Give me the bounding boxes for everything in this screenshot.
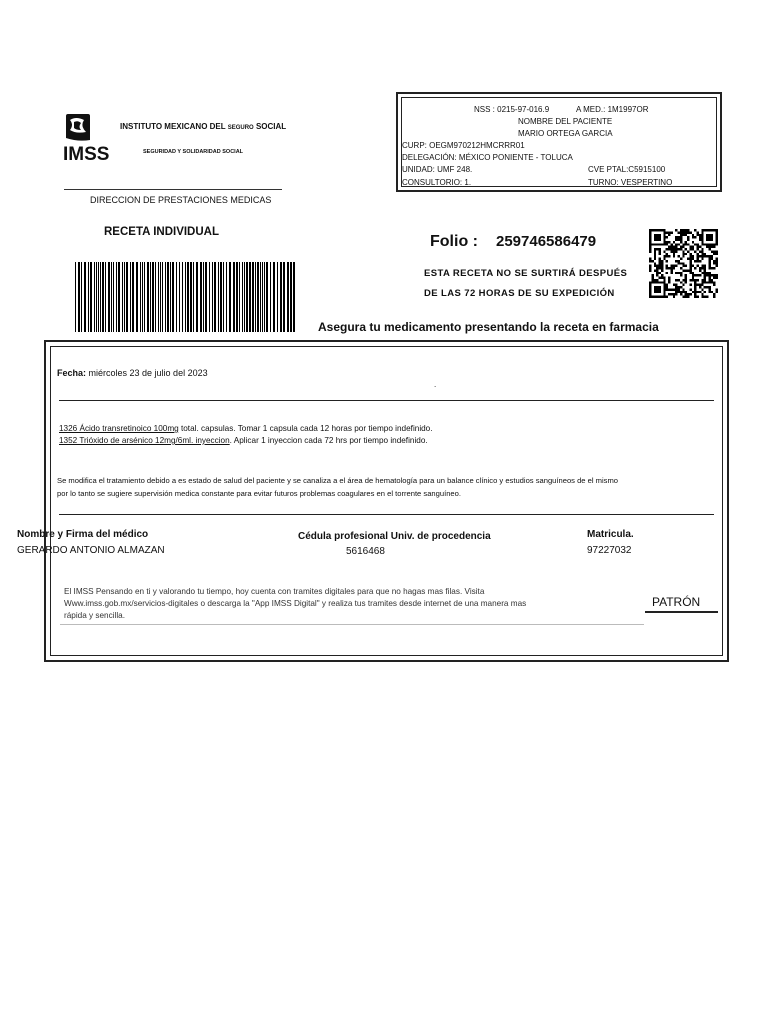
doctor-label: Nombre y Firma del médico [17,529,149,540]
patient-cve-ptal: CVE PTAL:C5915100 [588,165,666,174]
medication-item: 1352 Trióxido de arsénico 12mg/6ml. inyeccion. Aplicar 1 inyeccion cada 72 hrs por tiempo indefinido. [59,436,428,445]
patient-nss: NSS : 0215-97-016.9 [474,105,550,114]
institution-name: INSTITUTO MEXICANO DEL SEGURO SOCIAL [120,122,287,131]
separator-dot: . [434,380,437,389]
matricula-value: 97227032 [587,545,632,556]
folio-label: Folio : [430,233,478,250]
digital-services-line-2: Www.imss.gob.mx/servicios-digitales o descarga la "App IMSS Digital" y realiza tus tramites desde internet de una manera mas [64,599,527,608]
digital-services-divider [60,624,644,625]
document-type-title: RECETA INDIVIDUAL [104,226,219,238]
patient-amed: A MED.: 1M1997OR [576,105,649,114]
prescription-frame [44,340,729,662]
patient-name-label: NOMBRE DEL PACIENTE [518,117,613,126]
expiry-warning-line-1: ESTA RECETA NO SE SURTIRÁ DESPUÉS [424,268,628,279]
date-divider [59,400,714,401]
institution-motto: SEGURIDAD Y SOLIDARIDAD SOCIAL [143,149,244,155]
digital-services-line-3: rápida y sencilla. [64,611,125,620]
patron-underline [645,611,718,613]
pharmacy-notice: Asegura tu medicamento presentando la receta en farmacia [318,320,659,334]
cedula-label: Cédula profesional Univ. de procedencia [298,531,491,542]
cedula-value: 5616468 [346,546,385,557]
svg-text:IMSS: IMSS [63,144,110,164]
patient-turno: TURNO: VESPERTINO [588,178,673,187]
barcode-icon [75,262,296,332]
patient-info-box [396,92,722,192]
observation-divider [59,514,714,515]
patient-name: MARIO ORTEGA GARCIA [518,129,613,138]
observation-line: por lo tanto se sugiere supervisión medica constante para evitar futuros problemas coagulares en el torrente sanguíneo. [57,489,461,498]
department-name: DIRECCION DE PRESTACIONES MEDICAS [90,195,272,205]
patient-delegacion: DELEGACIÓN: MÉXICO PONIENTE - TOLUCA [402,153,573,162]
medication-item: 1326 Ácido transretinoico 100mg total. capsulas. Tomar 1 capsula cada 12 horas por tiempo indefinido. [59,424,433,433]
patient-consultorio: CONSULTORIO: 1. [402,178,472,187]
matricula-label: Matricula. [587,529,634,540]
doctor-name: GERARDO ANTONIO ALMAZAN [17,545,165,556]
prescription-date: Fecha: miércoles 23 de julio del 2023 [57,368,208,378]
patient-curp: CURP: OEGM970212HMCRRR01 [402,141,525,150]
digital-services-line-1: El IMSS Pensando en ti y valorando tu tiempo, hoy cuenta con tramites digitales para que no hagas mas filas. Visita [64,587,485,596]
qr-code-icon [649,229,718,298]
patient-unidad: UNIDAD: UMF 248. [402,165,473,174]
folio-number: 259746586479 [496,233,597,250]
observation-line: Se modifica el tratamiento debido a es estado de salud del paciente y se canaliza a el área de hematología para un balance clínico y estudios sanguíneos de el mismo [57,476,619,485]
imss-eagle-logo-icon [62,112,120,164]
expiry-warning-line-2: DE LAS 72 HORAS DE SU EXPEDICIÓN [424,288,615,299]
header-divider [64,189,282,190]
patron-label: PATRÓN [652,595,701,609]
